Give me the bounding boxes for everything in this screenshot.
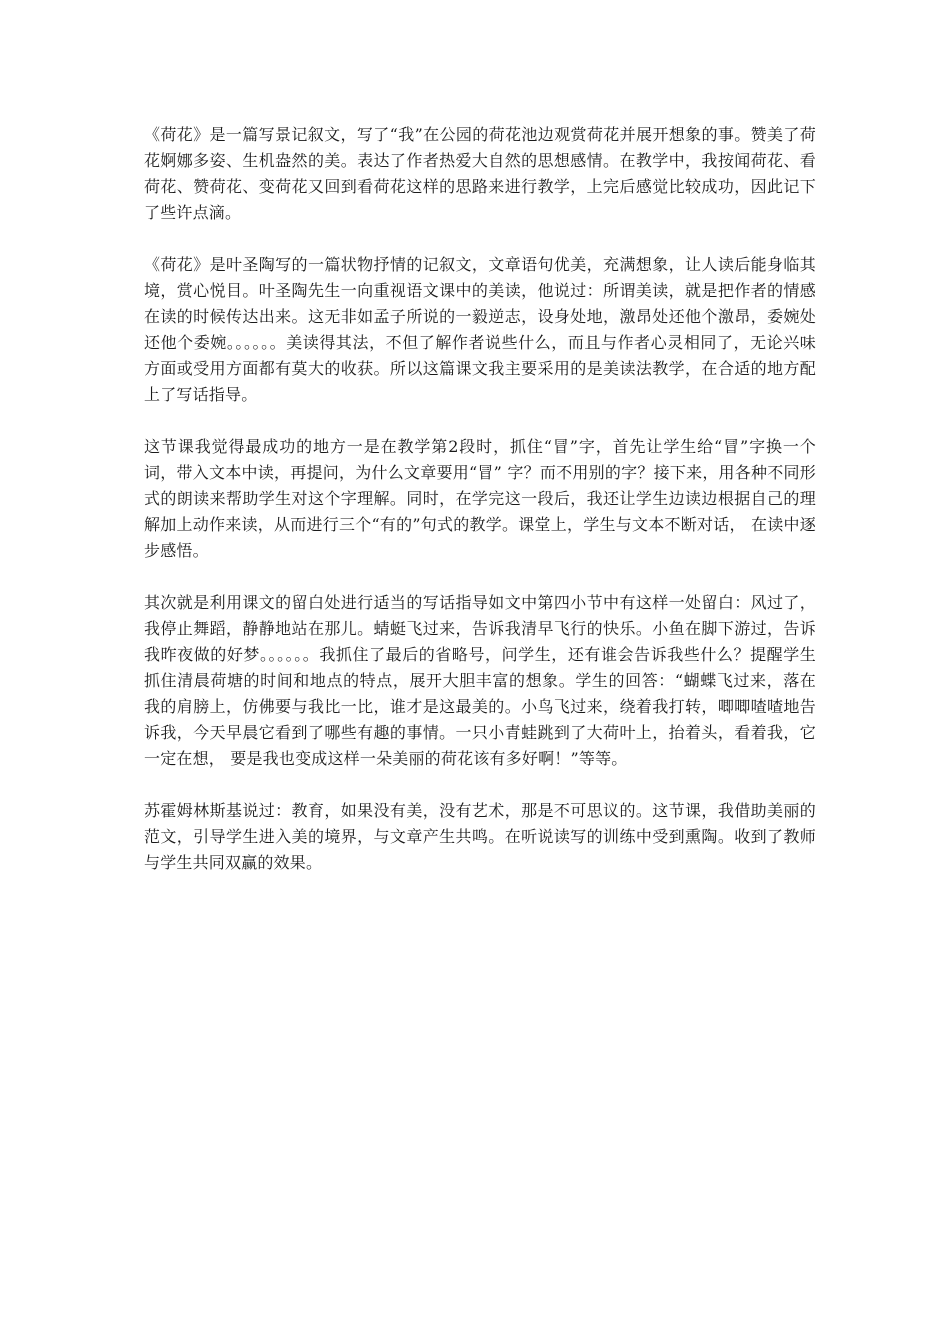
document-body <box>144 122 816 902</box>
paragraph-2: 《荷花》是叶圣陶写的一篇状物抒情的记叙文，文章语句优美，充满想象，让人读后能身临其境，赏心悦目。叶圣陶先生一向重视语文课中的美读，他说过：所谓美读，就是把作者的情感在读的时候传达出来。这无非如孟子所说的一毅逆志，设身处地，激昂处还他个激昂，委婉处还他个委婉。。。。。。美读得其法，不但了解作者说些什么，而且与作者心灵相同了，无论兴味方面或受用方面都有莫大的收获。所以这篇课文我主要采用的是美读法教学，在合适的地方配上了写话指导。 <box>144 255 816 404</box>
paragraph-3: 这节课我觉得最成功的地方一是在教学第2段时，抓住“冒”字，首先让学生给“冒”字换一个词，带入文本中读，再提问，为什么文章要用“冒” 字？而不用别的字？接下来，用各种不同形式的朗读来帮助学生对这个字理解。同时，在学完这一段后，我还让学生边读边根据自己的理解加上动作来读，从而进行三个“有的”句式的教学。课堂上，学生与文本不断对话， 在读中逐步感悟。 <box>144 437 816 560</box>
paragraph-5: 苏霍姆林斯基说过：教育，如果没有美，没有艺术，那是不可思议的。这节课，我借助美丽的范文，引导学生进入美的境界，与文章产生共鸣。在听说读写的训练中受到熏陶。收到了教师与学生共同双赢的效果。 <box>144 801 816 872</box>
paragraph-1: 《荷花》是一篇写景记叙文，写了“我”在公园的荷花池边观赏荷花并展开想象的事。赞美了荷花婀娜多姿、生机盎然的美。表达了作者热爱大自然的思想感情。在教学中，我按闻荷花、看荷花、赞荷花、变荷花又回到看荷花这样的思路来进行教学，上完后感觉比较成功，因此记下了些许点滴。 <box>144 125 816 222</box>
paragraph-4: 其次就是利用课文的留白处进行适当的写话指导如文中第四小节中有这样一处留白：风过了，我停止舞蹈，静静地站在那儿。蜻蜓飞过来，告诉我清早飞行的快乐。小鱼在脚下游过，告诉我昨夜做的好梦。。。。。。我抓住了最后的省略号，问学生，还有谁会告诉我些什么？提醒学生抓住清晨荷塘的时间和地点的特点，展开大胆丰富的想象。学生的回答：“蝴蝶飞过来，落在我的肩膀上，仿佛要与我比一比，谁才是这最美的。小鸟飞过来，绕着我打转，唧唧喳喳地告诉我，今天早晨它看到了哪些有趣的事情。一只小青蛙跳到了大荷叶上，抬着头，看着我，它一定在想， 要是我也变成这样一朵美丽的荷花该有多好啊！”等等。 <box>144 593 816 768</box>
